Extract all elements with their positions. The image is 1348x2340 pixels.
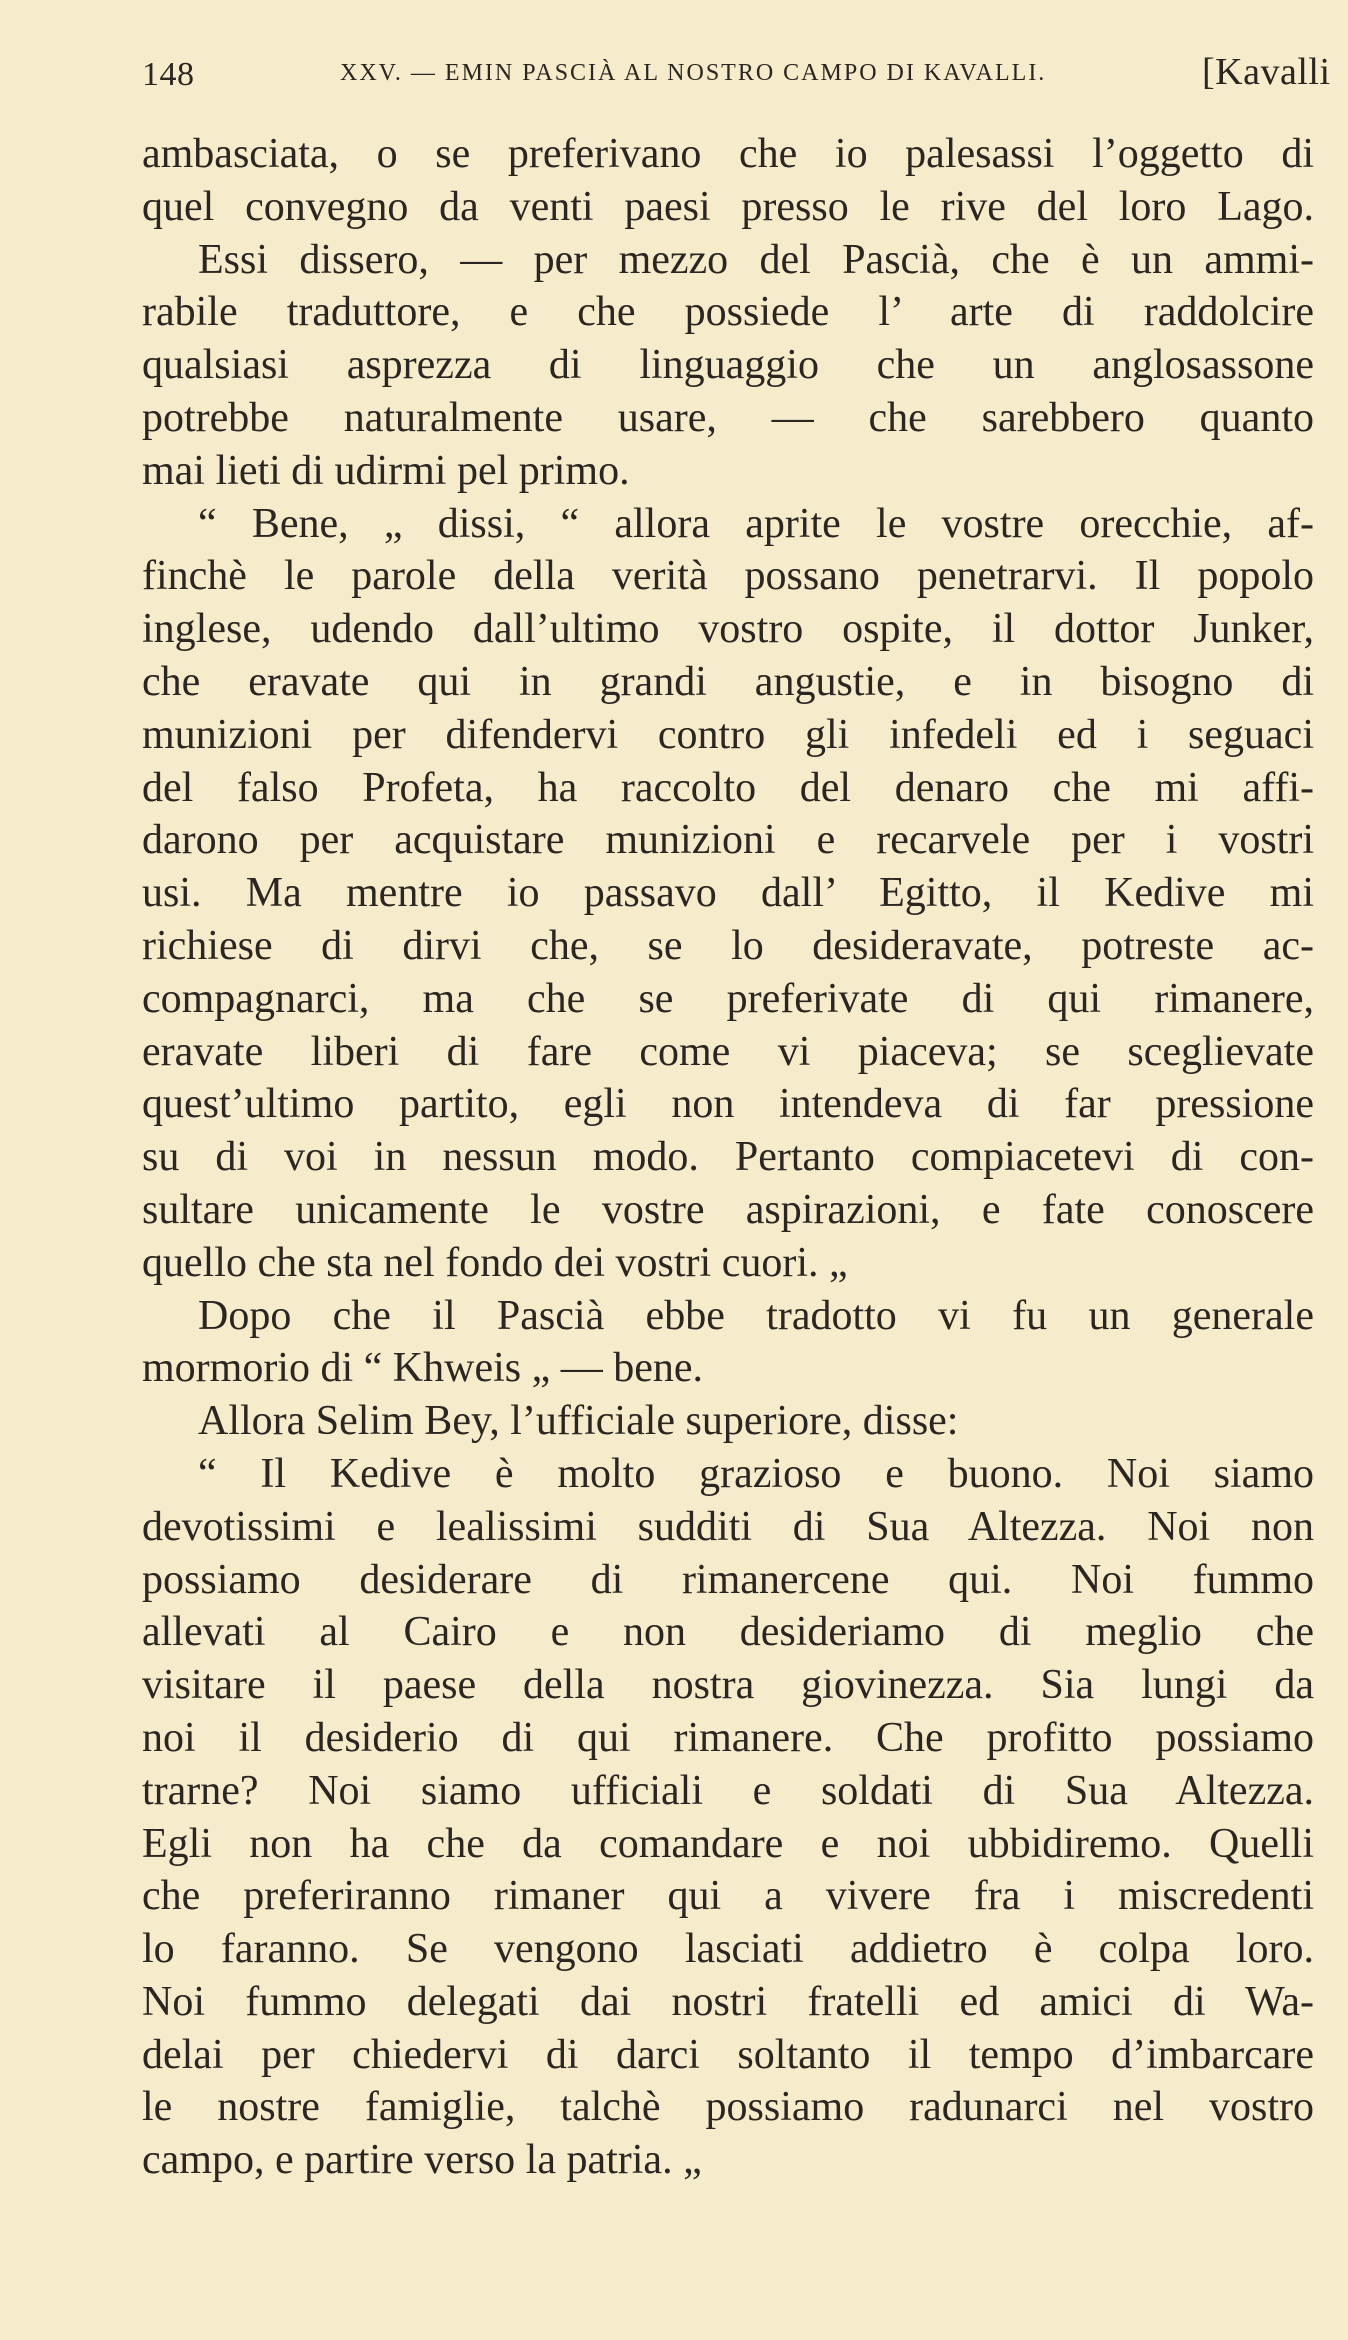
text-line: mai lieti di udirmi pel primo. bbox=[142, 447, 630, 494]
text-line: noi il desiderio di qui rimanere. Che profitto possiamo bbox=[142, 1714, 1314, 1761]
text-line: qualsiasi asprezza di linguaggio che un anglosassone bbox=[142, 342, 1314, 389]
text-line: sultare unicamente le vostre aspirazioni, e fate conoscere bbox=[142, 1186, 1314, 1233]
text-line: potrebbe naturalmente usare, — che sarebbero quanto bbox=[142, 394, 1314, 441]
text-line: lo faranno. Se vengono lasciati addietro è colpa loro. bbox=[142, 1926, 1314, 1973]
text-line: su di voi in nessun modo. Pertanto compiacetevi di con- bbox=[142, 1134, 1314, 1181]
text-line: visitare il paese della nostra giovinezza. Sia lungi da bbox=[142, 1662, 1314, 1709]
text-line: possiamo desiderare di rimanercene qui. Noi fummo bbox=[142, 1556, 1314, 1603]
text-line: quel convegno da venti paesi presso le rive del loro Lago. bbox=[142, 183, 1314, 230]
text-line: le nostre famiglie, talchè possiamo radunarci nel vostro bbox=[142, 2084, 1314, 2131]
text-line: darono per acquistare munizioni e recarvele per i vostri bbox=[142, 817, 1314, 864]
chapter-running-title: XXV. — EMIN PASCIÀ AL NOSTRO CAMPO DI KAVALLI. bbox=[340, 60, 1047, 86]
page-number: 148 bbox=[142, 56, 195, 93]
text-line: Dopo che il Pascià ebbe tradotto vi fu un generale bbox=[198, 1292, 1314, 1339]
text-line: del falso Profeta, ha raccolto del denaro che mi affi- bbox=[142, 764, 1314, 811]
body-text bbox=[142, 128, 1314, 2187]
text-line: inglese, udendo dall’ultimo vostro ospite, il dottor Junker, bbox=[142, 606, 1314, 653]
text-line: Essi dissero, — per mezzo del Pascià, che è un ammi- bbox=[198, 236, 1314, 283]
text-line: che eravate qui in grandi angustie, e in bisogno di bbox=[142, 658, 1314, 705]
text-line: quest’ultimo partito, egli non intendeva di far pressione bbox=[142, 1081, 1314, 1128]
text-line: “ Bene, „ dissi, “ allora aprite le vostre orecchie, af- bbox=[198, 500, 1314, 547]
text-line: devotissimi e lealissimi sudditi di Sua Altezza. Noi non bbox=[142, 1503, 1314, 1550]
text-line: campo, e partire verso la patria. „ bbox=[142, 2137, 702, 2184]
text-line: Allora Selim Bey, l’ufficiale superiore, disse: bbox=[198, 1398, 959, 1445]
text-line: usi. Ma mentre io passavo dall’ Egitto, il Kedive mi bbox=[142, 870, 1314, 917]
running-place-name: [Kavalli bbox=[1202, 51, 1331, 93]
text-line: trarne? Noi siamo ufficiali e soldati di Sua Altezza. bbox=[142, 1767, 1314, 1814]
text-line: munizioni per difendervi contro gli infedeli ed i seguaci bbox=[142, 711, 1314, 758]
text-line: “ Il Kedive è molto grazioso e buono. Noi siamo bbox=[198, 1450, 1314, 1497]
running-head bbox=[142, 52, 1332, 96]
text-line: quello che sta nel fondo dei vostri cuori. „ bbox=[142, 1239, 848, 1286]
text-line: delai per chiedervi di darci soltanto il tempo d’imbarcare bbox=[142, 2031, 1314, 2078]
text-line: finchè le parole della verità possano penetrarvi. Il popolo bbox=[142, 553, 1314, 600]
text-line: richiese di dirvi che, se lo desideravate, potreste ac- bbox=[142, 922, 1314, 969]
text-line: che preferiranno rimaner qui a vivere fra i miscredenti bbox=[142, 1873, 1314, 1920]
text-line: allevati al Cairo e non desideriamo di meglio che bbox=[142, 1609, 1314, 1656]
text-line: compagnarci, ma che se preferivate di qui rimanere, bbox=[142, 975, 1314, 1022]
text-line: rabile traduttore, e che possiede l’ arte di raddolcire bbox=[142, 289, 1314, 336]
text-line: Egli non ha che da comandare e noi ubbidiremo. Quelli bbox=[142, 1820, 1314, 1867]
text-line: Noi fummo delegati dai nostri fratelli ed amici di Wa- bbox=[142, 1978, 1314, 2025]
text-line: eravate liberi di fare come vi piaceva; se sceglievate bbox=[142, 1028, 1314, 1075]
text-line: ambasciata, o se preferivano che io palesassi l’oggetto di bbox=[142, 131, 1314, 177]
text-line: mormorio di “ Khweis „ — bene. bbox=[142, 1345, 704, 1392]
